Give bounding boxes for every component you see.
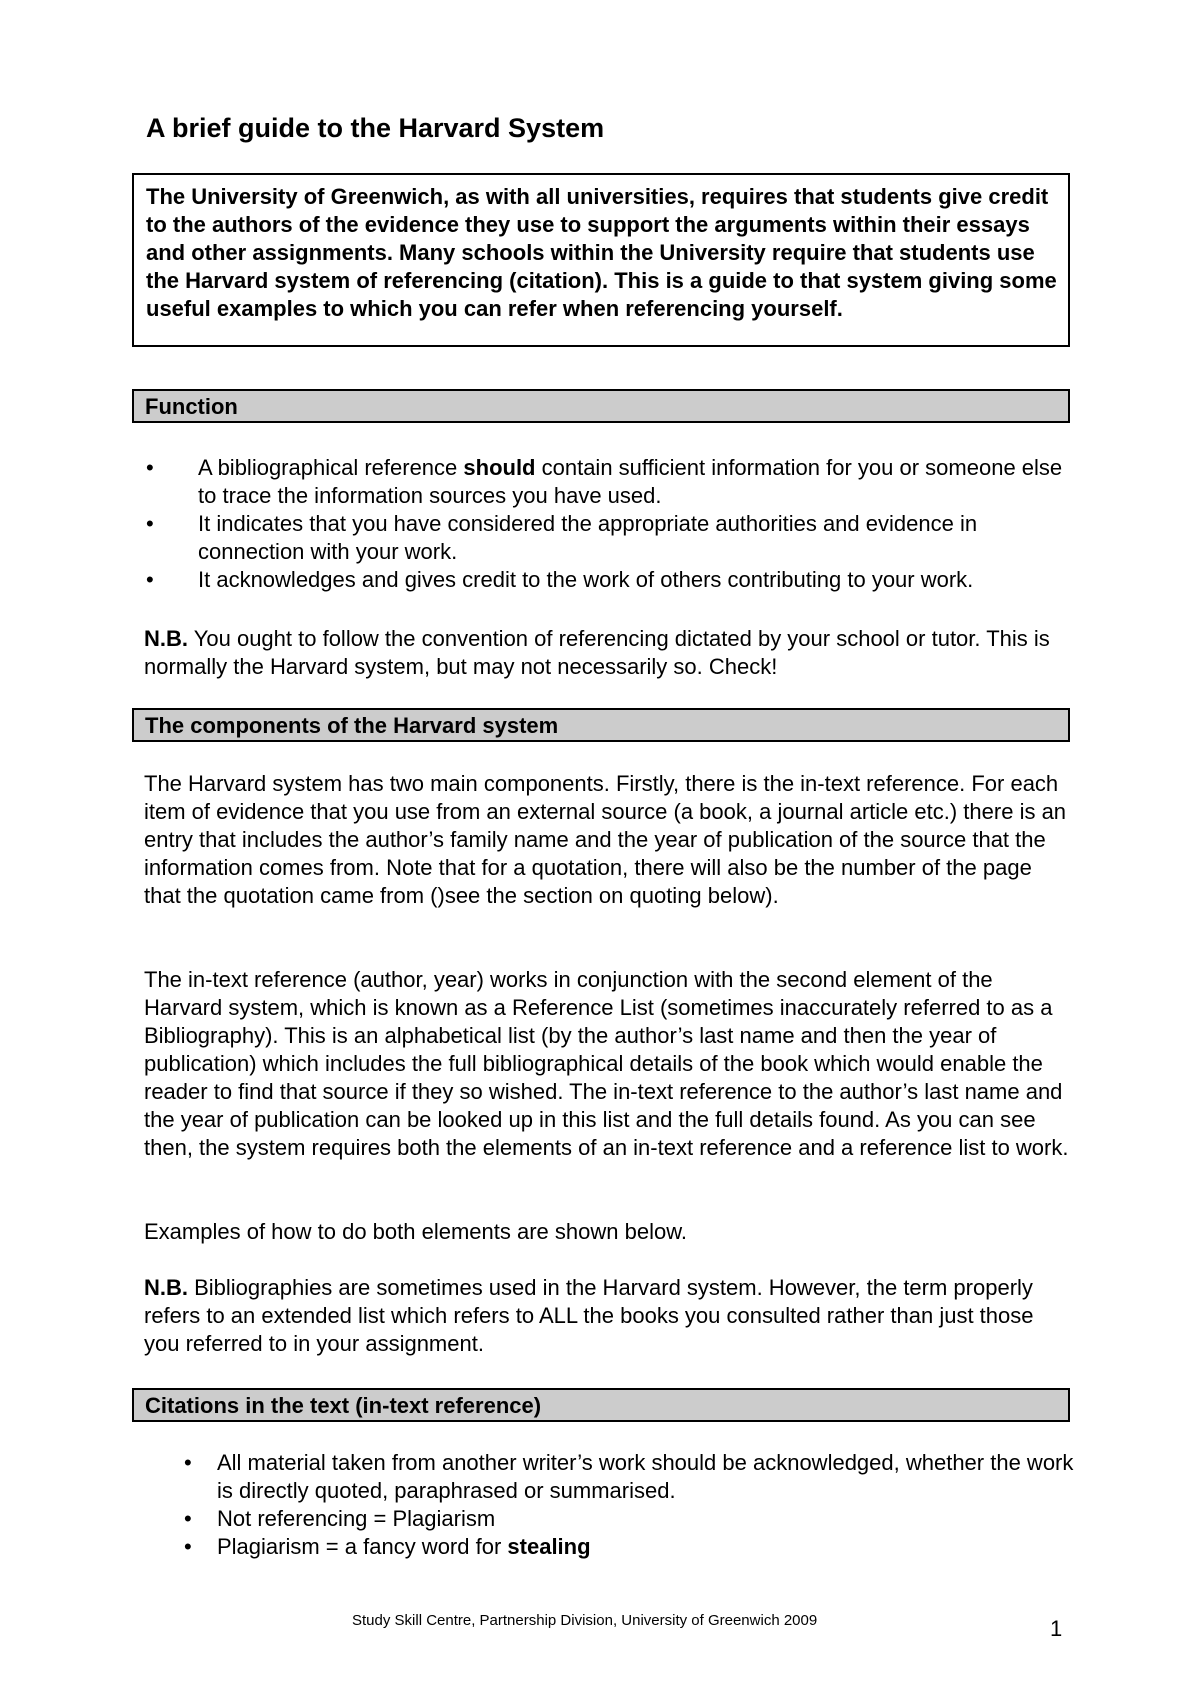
list-item-text: All material taken from another writer’s work should be acknowledged, whether the work is directly quoted, paraphrased or summarised.: [217, 1450, 1074, 1503]
components-paragraph-1: The Harvard system has two main components. Firstly, there is the in-text reference. For each item of evidence that you use from an external source (a book, a journal article etc.) there is an entry that includes the author’s family name and the year of publication of the source that the information comes from. Note that for a quotation, there will also be the number of the page that the quotation came from ()see the section on quoting below).: [144, 771, 1067, 908]
list-item-text: It indicates that you have considered the appropriate authorities and evidence in connection with your work.: [198, 511, 978, 564]
list-item: [146, 510, 1078, 566]
note-text: You ought to follow the convention of referencing dictated by your school or tutor. This is normally the Harvard system, but may not necessarily so. Check!: [144, 626, 1050, 679]
list-item-bold: stealing: [507, 1534, 591, 1559]
list-item-text: Plagiarism = a fancy word for: [217, 1534, 508, 1559]
list-item: [146, 454, 1078, 510]
page-title: A brief guide to the Harvard System: [146, 113, 605, 143]
list-item-text: A bibliographical reference: [198, 455, 464, 480]
list-item-text: Not referencing = Plagiarism: [217, 1506, 496, 1531]
intro-box: The University of Greenwich, as with all universities, requires that students give credit to the authors of the evidence they use to support the arguments within their essays and other assignments. Many schools within the University require that students use the Harvard system of referencing (citation). This is a guide to that system giving some useful examples to which you can refer when referencing yourself.: [132, 173, 1070, 347]
components-note: [144, 1274, 1074, 1358]
list-item: [184, 1533, 1077, 1561]
list-item-text: contain sufficient information for you or someone else to trace the information sources you have used.: [198, 455, 1063, 508]
section-heading-citations: Citations in the text (in-text reference): [132, 1388, 1070, 1422]
footer-text: Study Skill Centre, Partnership Division, University of Greenwich 2009: [352, 1612, 818, 1629]
note-label: N.B.: [144, 626, 188, 651]
list-item: [146, 566, 1078, 594]
section-heading-function: Function: [132, 389, 1070, 423]
bullet-icon: •: [184, 1506, 192, 1531]
page-number: 1: [1050, 1616, 1063, 1641]
list-item-text: It acknowledges and gives credit to the work of others contributing to your work.: [198, 567, 974, 592]
list-item: [184, 1449, 1077, 1505]
function-note: [144, 625, 1074, 681]
bullet-icon: •: [146, 567, 154, 592]
function-bullet-list: [146, 454, 1078, 594]
components-paragraph-3: Examples of how to do both elements are shown below.: [144, 1219, 687, 1244]
section-heading-components: The components of the Harvard system: [132, 708, 1070, 742]
bullet-icon: •: [146, 455, 154, 480]
bullet-icon: •: [146, 511, 154, 536]
bullet-icon: •: [184, 1450, 192, 1475]
citations-bullet-list: [184, 1449, 1077, 1561]
bullet-icon: •: [184, 1534, 192, 1559]
components-paragraph-2: The in-text reference (author, year) works in conjunction with the second element of the Harvard system, which is known as a Reference List (sometimes inaccurately referred to as a Bibliography). This is an alphabetical list (by the author’s last name and then the year of publication) which includes the full bibliographical details of the book which would enable the reader to find that source if they so wished. The in-text reference to the author’s last name and the year of publication can be looked up in this list and the full details found. As you can see then, the system requires both the elements of an in-text reference and a reference list to work.: [144, 967, 1069, 1160]
note-label: N.B.: [144, 1275, 188, 1300]
list-item: [184, 1505, 1077, 1533]
note-text: Bibliographies are sometimes used in the Harvard system. However, the term properly refers to an extended list which refers to ALL the books you consulted rather than just those you referred to in your assignment.: [144, 1275, 1034, 1356]
list-item-bold: should: [463, 455, 536, 480]
